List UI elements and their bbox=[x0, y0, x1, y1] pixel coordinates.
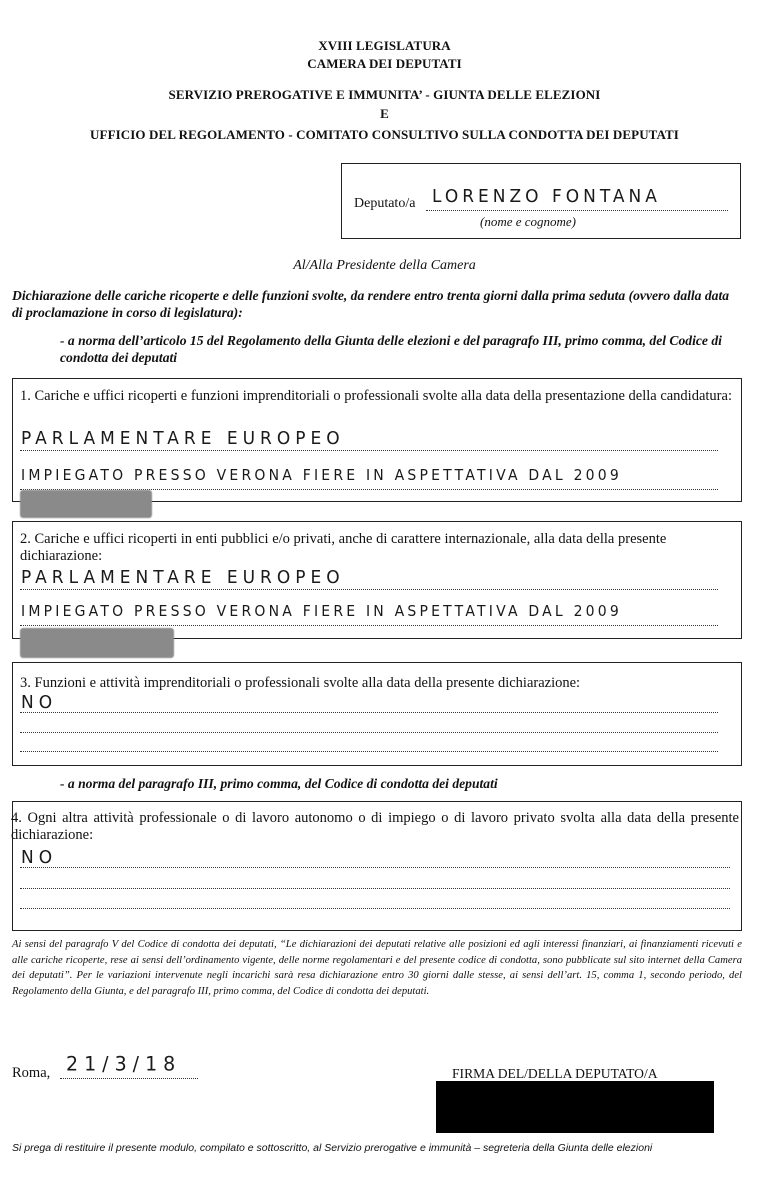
deputy-name-caption: (nome e cognome) bbox=[480, 214, 577, 229]
office-title: UFFICIO DEL REGOLAMENTO - COMITATO CONSULTIVO SULLA CONDOTTA DEI DEPUTATI bbox=[90, 127, 679, 142]
deputy-name-line bbox=[426, 210, 728, 211]
section-2-answer-1: PARLAMENTARE EUROPEO bbox=[21, 567, 345, 589]
section-3-line-1 bbox=[20, 712, 718, 713]
deputy-box bbox=[341, 163, 741, 239]
chamber-title: CAMERA DEI DEPUTATI bbox=[307, 56, 462, 71]
declaration-intro: Dichiarazione delle cariche ricoperte e delle funzioni svolte, da rendere entro trenta giorni dalla prima seduta (ovvero dalla data di proclamazione in corso di legislatura): bbox=[12, 288, 730, 320]
section-3-answer-1: NO bbox=[21, 692, 58, 714]
section-3-question: 3. Funzioni e attività imprenditoriali o professionali svolte alla data della presente dichiarazione: bbox=[20, 675, 581, 691]
section-2-box bbox=[12, 521, 742, 639]
section-2-line-1 bbox=[20, 589, 718, 590]
section-1-line-1 bbox=[20, 450, 718, 451]
section-4-answer-1: NO bbox=[21, 847, 58, 869]
section-4-line-3 bbox=[20, 908, 730, 909]
place: Roma, bbox=[12, 1065, 51, 1081]
section-3-line-2 bbox=[20, 732, 718, 733]
addressee: Al/Alla Presidente della Camera bbox=[293, 258, 476, 273]
section-1-box bbox=[12, 378, 742, 502]
redaction-2 bbox=[20, 628, 174, 658]
section-4-line-1 bbox=[20, 867, 730, 868]
redaction-1 bbox=[20, 490, 152, 518]
section-1-answer-2: IMPIEGATO PRESSO VERONA FIERE IN ASPETTATIVA DAL 2009 bbox=[21, 467, 623, 485]
section-4-line-2 bbox=[20, 888, 730, 889]
conjunction-e: E bbox=[380, 106, 389, 121]
norm-paragraph-iii: - a norma del paragrafo III, primo comma, del Codice di condotta dei deputati bbox=[60, 776, 498, 791]
signature-label: FIRMA DEL/DELLA DEPUTATO/A bbox=[452, 1066, 658, 1081]
legal-note: Ai sensi del paragrafo V del Codice di condotta dei deputati, “Le dichiarazioni dei deputati relative alle posizioni ed agli interessi finanziari, ai finanziamenti ricevuti e alle cariche ricoperte, rese ai sensi dell’ordinamento vigente, delle norme regolamentari e del presente codice di condotta, sono pubblicate sul sito internet della Camera dei deputati”. Per le variazioni intervenute negli incarichi sarà resa dichiarazione entro 30 giorni dalle stesse, ai sensi dell’art. 15, comma 1, secondo periodo, del Regolamento della Giunta, e del paragrafo III, primo comma, del Codice di condotta dei deputati. bbox=[12, 939, 742, 997]
date-line bbox=[60, 1078, 198, 1079]
deputy-name: LORENZO FONTANA bbox=[432, 186, 661, 208]
date: 21/3/18 bbox=[66, 1052, 182, 1076]
section-3-box bbox=[12, 662, 742, 766]
section-3-line-3 bbox=[20, 751, 718, 752]
section-1-answer-1: PARLAMENTARE EUROPEO bbox=[21, 428, 345, 450]
section-2-line-2 bbox=[20, 625, 718, 626]
section-4-question: 4. Ogni altra attività professionale o di lavoro autonomo o di impiego o di lavoro privato svolta alla data della presente dichiarazione: bbox=[11, 810, 739, 843]
legislature-title: XVIII LEGISLATURA bbox=[318, 38, 451, 53]
norm-article-15: - a norma dell’articolo 15 del Regolamento della Giunta delle elezioni e del paragrafo III, primo comma, del Codice di condotta dei deputati bbox=[60, 333, 722, 365]
signature-redaction bbox=[436, 1081, 714, 1133]
section-4-box bbox=[12, 801, 742, 931]
section-1-question: 1. Cariche e uffici ricoperti e funzioni imprenditoriali o professionali svolte alla data della presentazione della candidatura: bbox=[20, 388, 732, 404]
footer-note: Si prega di restituire il presente modulo, compilato e sottoscritto, al Servizio prerogative e immunità – segreteria della Giunta delle elezioni bbox=[12, 1142, 653, 1154]
section-2-answer-2: IMPIEGATO PRESSO VERONA FIERE IN ASPETTATIVA DAL 2009 bbox=[21, 603, 623, 621]
deputy-label: Deputato/a bbox=[354, 196, 416, 211]
section-2-question: 2. Cariche e uffici ricoperti in enti pubblici e/o privati, anche di carattere internazionale, alla data della presente dichiarazione: bbox=[20, 531, 667, 564]
service-title: SERVIZIO PREROGATIVE E IMMUNITA’ - GIUNTA DELLE ELEZIONI bbox=[168, 87, 601, 102]
